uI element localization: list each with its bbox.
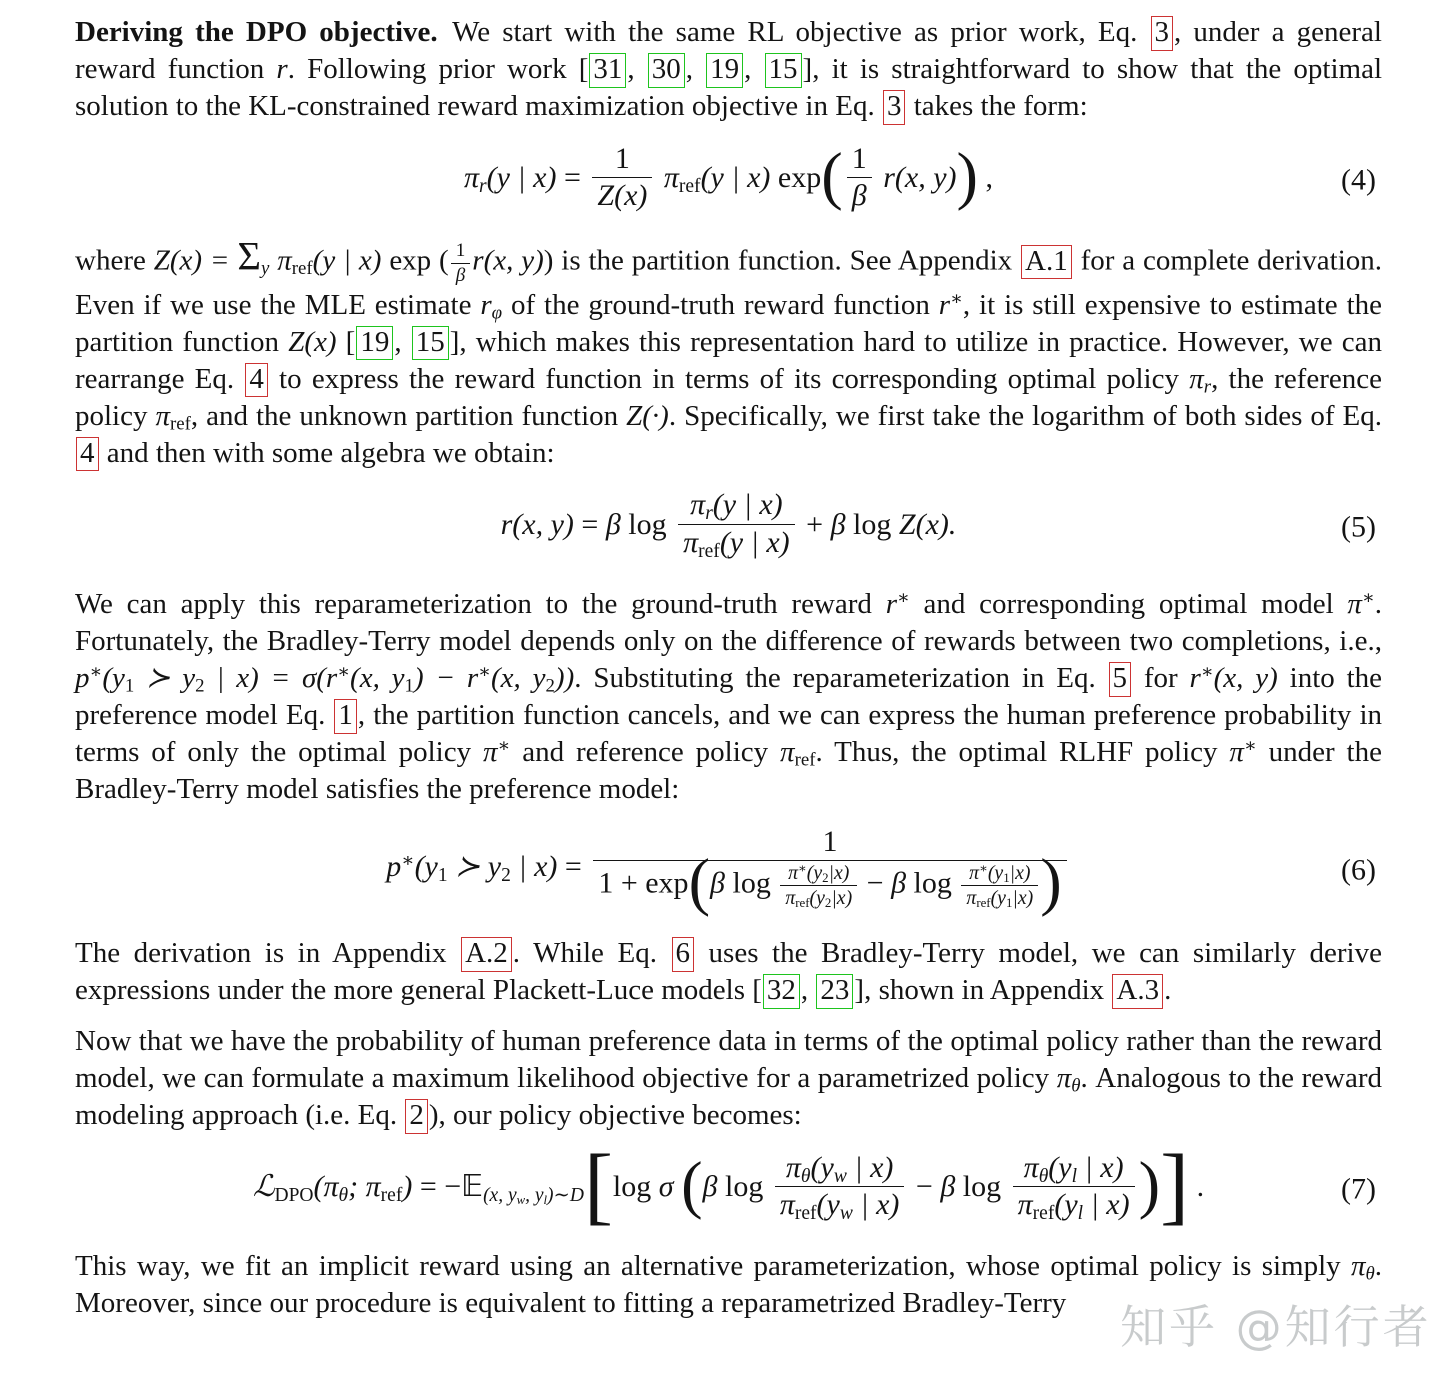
math-run: π xyxy=(969,862,980,885)
equation-number: (4) xyxy=(1341,163,1376,197)
superscript: ∗ xyxy=(1200,661,1214,683)
math-run: π xyxy=(656,160,679,194)
math-run: r(x, y) xyxy=(472,244,544,277)
math-operator: exp xyxy=(389,244,432,277)
math-run: (π xyxy=(313,1169,339,1203)
math-run: |x) xyxy=(1009,862,1031,885)
math-run: r xyxy=(1189,662,1201,695)
math-run: π xyxy=(683,526,699,560)
math-run: π xyxy=(779,1188,795,1222)
equation-4-optimal-policy xyxy=(75,140,1382,217)
math-run: | x) xyxy=(852,1188,900,1222)
math-run: (y xyxy=(809,887,825,910)
math-run: (x, y) xyxy=(1213,662,1278,695)
math-run: π xyxy=(1056,1061,1072,1094)
equation-number: (7) xyxy=(1341,1172,1376,1206)
math-run: |x) xyxy=(831,887,853,910)
subscript: ref xyxy=(795,896,810,911)
equation-ref-link[interactable]: 2 xyxy=(405,1099,428,1134)
math-run: θ xyxy=(1365,1263,1375,1285)
math-run: π xyxy=(1350,1250,1366,1283)
paragraph-partition-function: where $Z(x) = \Sigma_y$ $\pi_{ref}(y$ | x) exp ( $\frac{1}{\beta}$ r(x, y)) is the partition function. See Appendix A.1 for a complete derivation. Even if we use the MLE estimate $r_\varphi$ of the ground-truth reward function r∗, it is still expensive to estimate the partition function Z(x) [ 19 , 15 ], which makes this representation hard to utilize in practice. However, we can rearrange Eq. 4 to express the reward function in terms of its corresponding optimal policy $\pi_r$, the reference policy $\pi_{ref}$, and the unknown partition function Z(·). Specifically, we first take the logarithm of both sides of Eq. 4 and then with some algebra we obtain: xyxy=(75,239,1382,472)
equation-body: $\pi_r(y$ | x) = $\frac{1}{Z(x)}$ $\pi_{ref}(y$ | x) exp( $\frac{1}{\beta}$ r(x, y)) , xyxy=(464,161,993,194)
citation-link[interactable]: 31 xyxy=(589,53,626,88)
fraction xyxy=(678,487,795,561)
math-run: (y | x) xyxy=(719,526,790,560)
math-run: w xyxy=(833,1165,847,1187)
citation-link[interactable]: 19 xyxy=(356,326,393,361)
math-run: ≻ y xyxy=(134,662,196,695)
subscript: 1 xyxy=(1005,896,1013,911)
math-run: β xyxy=(605,507,629,541)
subscript: 2 xyxy=(501,865,511,887)
math-run: (y xyxy=(810,1150,834,1184)
math-run: (y xyxy=(414,850,438,884)
equation-ref-link[interactable]: A.1 xyxy=(1021,245,1072,280)
math-run: (x, y xyxy=(350,662,405,695)
math-run: (y xyxy=(990,887,1006,910)
numerator: 1 xyxy=(851,141,867,175)
math-run: π xyxy=(690,488,706,522)
fraction xyxy=(961,861,1038,910)
math-run: π xyxy=(463,160,480,194)
subscript xyxy=(517,1193,525,1207)
big-paren: ) xyxy=(1040,846,1062,918)
big-paren: ) xyxy=(1138,1149,1161,1221)
denominator xyxy=(592,177,652,215)
subscript: 1 xyxy=(404,675,414,697)
math-run: (y xyxy=(806,862,823,885)
math-operator: log xyxy=(962,1169,1009,1203)
paragraph-deriving-dpo-objective: Deriving the DPO objective. We start with the same RL objective as prior work, Eq. 3 , under a general reward function r. Following prior work [ 31 , 30 , 19 , 15 ], it is straightforward to show that the optimal solution to the KL-constrained reward maximization objective in Eq. 3 takes the form: xyxy=(75,14,1382,125)
math-run: (y xyxy=(816,1188,840,1222)
math-operator: log xyxy=(628,507,675,541)
numerator: 1 xyxy=(455,240,466,262)
math-run: π xyxy=(482,736,498,769)
denominator xyxy=(1013,1186,1135,1224)
zhihu-watermark: 知乎 @知行者 xyxy=(1120,1300,1432,1354)
math-run: )∼D xyxy=(547,1184,584,1206)
math-run: ) − r xyxy=(413,662,479,695)
subscript xyxy=(1204,377,1211,398)
big-paren: ) xyxy=(956,140,979,212)
subscript: 2 xyxy=(545,675,555,697)
paragraph-implicit-reward: This way, we fit an implicit reward using an alternative parameterization, whose optimal policy is simply $\pi_\theta$. Moreover, since our procedure is equivalent to fitting a reparametrized Bradley-Terry xyxy=(75,1250,1382,1320)
math-run: r xyxy=(705,503,713,525)
equation-ref-link[interactable]: 6 xyxy=(672,937,695,972)
math-run: r xyxy=(885,588,897,621)
math-run: | x) xyxy=(846,1150,894,1184)
paragraph-derivation-appendix: The derivation is in Appendix A.2 . While Eq. 6 uses the Bradley-Terry model, we can similarly derive expressions under the more general Plackett-Luce models [ 32 , 23 ], shown in Appendix A.3 . xyxy=(75,935,1382,1009)
numerator: 1 xyxy=(822,824,838,858)
math-run: ℒ xyxy=(252,1169,275,1203)
denominator xyxy=(451,263,471,287)
equation-body: $ℒ_{DPO}(\pi_\theta$; $\pi_{ref}$) = −𝔼$_{(x, y_w, y_l)\sim D}$[log σ (β log $\frac{\pi_\theta(y_w | x)}{\pi_{ref}(y_w | x)}$ − β log $\frac{\pi_\theta(y_l | x)}{\pi_{ref}(y_l | x)}$ )] . xyxy=(252,1135,1205,1233)
math-run: r xyxy=(276,53,288,85)
math-operator: log xyxy=(913,866,960,900)
equation-body: $p^∗(y_1$ ≻ $y_2$ | x) = 1 1 + exp(β log $\frac{\pi^∗(y_2|x)}{\pi_{ref}(y_2|x)}$ − β log $\frac{\pi^∗(y_1|x)}{\pi_{ref}(y_1|x)}$ ) xyxy=(386,850,1070,883)
subscript xyxy=(479,176,487,197)
math-run: (y | x) xyxy=(486,160,564,194)
superscript: ∗ xyxy=(89,661,103,683)
equation-body: r(x, y) = β log $\frac{\pi_r(y | x)}{\pi_{ref}(y | x)}$ + β log Z(x). xyxy=(500,488,957,562)
math-run: (y | x) xyxy=(712,488,783,522)
citation-link[interactable]: 23 xyxy=(816,974,853,1009)
denominator xyxy=(775,1186,905,1224)
math-operator: exp xyxy=(645,866,689,900)
math-run: (y xyxy=(102,662,125,695)
math-run: φ xyxy=(491,302,503,324)
math-run: w xyxy=(516,1192,526,1207)
math-run: ≻ y xyxy=(447,850,502,884)
fraction xyxy=(847,141,872,215)
math-run: θ xyxy=(800,1165,811,1187)
numerator: 1 xyxy=(614,141,630,175)
math-run: (y xyxy=(1048,1150,1072,1184)
math-run: (x, y xyxy=(490,662,546,695)
math-run: |x) xyxy=(828,862,850,885)
math-run: π xyxy=(785,1150,801,1184)
subscript xyxy=(483,1185,584,1206)
equation-number: (6) xyxy=(1341,852,1376,886)
citation-link[interactable]: 15 xyxy=(765,53,802,88)
equation-7-dpo-objective xyxy=(75,1135,1382,1233)
math-run: ; π xyxy=(348,1169,381,1203)
numerator xyxy=(961,861,1038,885)
math-run: π xyxy=(1347,588,1362,621)
subscript: ref xyxy=(698,540,720,562)
numerator xyxy=(780,861,857,885)
math-operator: log xyxy=(612,1169,659,1203)
subscript: ref xyxy=(976,896,991,911)
subscript: 2 xyxy=(195,675,205,697)
math-run: r xyxy=(479,175,487,197)
denominator xyxy=(678,524,795,562)
fraction xyxy=(592,141,652,215)
math-run: | x) xyxy=(1077,1150,1124,1184)
subscript: 1 xyxy=(437,865,448,887)
equation-ref-link[interactable]: A.2 xyxy=(461,937,512,972)
math-run: l xyxy=(1071,1165,1078,1187)
superscript: ∗ xyxy=(798,861,807,876)
math-run: | x) xyxy=(1083,1188,1130,1222)
citation-link[interactable]: 19 xyxy=(706,53,743,88)
equation-ref-link[interactable]: 4 xyxy=(245,363,268,398)
big-paren: ( xyxy=(821,140,843,212)
subscript: 1 xyxy=(1003,871,1010,886)
numerator xyxy=(1013,1150,1135,1187)
math-run: (y xyxy=(987,862,1004,885)
math-run: β xyxy=(940,1169,963,1203)
subscript: ref xyxy=(170,413,191,435)
equation-number: (5) xyxy=(1341,510,1376,544)
numerator xyxy=(678,487,795,524)
math-run: β xyxy=(710,866,733,900)
math-run: π xyxy=(966,887,977,910)
math-run: r xyxy=(1203,376,1212,398)
math-operator: log xyxy=(853,507,899,541)
math-run: w xyxy=(839,1203,853,1225)
citation-link[interactable]: 30 xyxy=(648,53,685,88)
superscript: ∗ xyxy=(478,661,491,683)
paragraph-mle-objective: Now that we have the probability of human preference data in terms of the optimal policy rather than the reward model, we can formulate a maximum likelihood objective for a parametrized policy $\pi_\theta$. Analogous to the reward modeling approach (i.e. Eq. 2 ), our policy objective becomes: xyxy=(75,1023,1382,1134)
equation-5-reward-reparam xyxy=(75,490,1382,564)
math-run: (y xyxy=(1054,1188,1078,1222)
equation-ref-link[interactable]: 4 xyxy=(76,437,99,472)
subscript: 1 xyxy=(124,675,135,697)
superscript: ∗ xyxy=(1361,587,1375,609)
equation-ref-link[interactable]: A.3 xyxy=(1112,974,1163,1009)
math-run: π xyxy=(780,736,795,769)
math-run: π xyxy=(788,862,799,885)
subscript: ref xyxy=(1032,1203,1055,1225)
denominator xyxy=(780,885,857,910)
big-paren: ( xyxy=(688,846,711,918)
expectation-symbol: 𝔼 xyxy=(461,1168,484,1204)
subscript xyxy=(1071,1076,1080,1097)
subscript: 2 xyxy=(822,871,829,886)
fraction xyxy=(775,1150,905,1224)
math-run: β xyxy=(702,1169,725,1203)
subscript: ref xyxy=(291,258,313,280)
math-operator: log xyxy=(732,866,779,900)
denominator: 1 + exp(β log $\frac{\pi^∗(y_2|x)}{\pi_{ref}(y_2|x)}$ − β log $\frac{\pi^∗(y_1|x)}{\pi_{ref}(y_1|x)}$ ) xyxy=(593,860,1066,910)
math-run: r(x, y) xyxy=(875,160,957,194)
math-run: π xyxy=(785,887,796,910)
paragraph-reparameterization: We can apply this reparameterization to the ground-truth reward r∗ and corresponding optimal model π∗. Fortunately, the Bradley-Terry model depends only on the difference of rewards between two completions, i.e., $p^∗(y_1$ ≻ $y_2$ | x) = σ(r∗(x, $y_1) - r^∗(x$, $y_2$)). Substituting the reparameterization in Eq. 5 for r∗(x, y) into the preference model Eq. 1 , the partition function cancels, and we can express the human preference probability in terms of only the optimal policy π∗ and reference policy $\pi_{ref}$. Thus, the optimal RLHF policy π∗ under the Bradley-Terry model satisfies the preference model: xyxy=(75,587,1383,806)
citation-link[interactable]: 32 xyxy=(763,974,800,1009)
fraction xyxy=(451,239,471,287)
big-bracket: ] xyxy=(1160,1135,1190,1233)
equation-ref-link[interactable]: 5 xyxy=(1109,662,1132,697)
math-run: r xyxy=(938,288,951,321)
denominator xyxy=(961,885,1038,910)
numerator xyxy=(775,1150,905,1187)
math-run: , y xyxy=(525,1184,544,1206)
section-lead: Deriving the DPO objective. xyxy=(75,16,438,48)
math-run: )) xyxy=(554,662,575,695)
math-run: θ xyxy=(1071,1075,1081,1097)
superscript: ∗ xyxy=(1243,735,1257,757)
math-run: π xyxy=(1229,736,1244,769)
superscript: ∗ xyxy=(896,587,910,609)
equation-ref-link[interactable]: 3 xyxy=(1151,16,1174,51)
fraction xyxy=(780,861,857,910)
math-run: p xyxy=(75,662,90,695)
math-run: β xyxy=(830,507,854,541)
math-run: β xyxy=(851,179,867,213)
subscript: ref xyxy=(794,1203,817,1225)
math-operator: log xyxy=(725,1169,771,1203)
math-run: π xyxy=(155,399,170,432)
math-run: (y | x) xyxy=(312,244,390,277)
fraction xyxy=(593,824,1066,918)
math-run: (x, y xyxy=(483,1184,517,1206)
math-run: |x) xyxy=(1012,887,1034,910)
equation-ref-link[interactable]: 3 xyxy=(883,90,906,125)
math-run: β xyxy=(455,264,466,286)
math-run: Z(x). xyxy=(898,507,957,541)
sum-operator: Σ xyxy=(237,233,261,279)
superscript: ∗ xyxy=(401,850,415,872)
subscript xyxy=(1365,1264,1374,1285)
subscript: ref xyxy=(380,1184,403,1206)
fraction xyxy=(1013,1150,1135,1224)
superscript: ∗ xyxy=(337,661,351,683)
math-run: Z(·) xyxy=(626,399,669,432)
math-run: π xyxy=(1017,1188,1033,1222)
math-run: σ xyxy=(658,1169,682,1203)
math-run: θ xyxy=(338,1184,349,1206)
math-operator: exp xyxy=(777,160,822,194)
math-run: π xyxy=(269,244,292,277)
math-run: θ xyxy=(1038,1165,1049,1187)
math-run: | x) xyxy=(510,850,565,884)
math-run: ) xyxy=(402,1169,420,1203)
denominator xyxy=(847,177,872,215)
superscript: ∗ xyxy=(497,735,511,757)
math-run: y xyxy=(260,258,270,280)
subscript: ref xyxy=(678,175,701,197)
subscript: ref xyxy=(794,749,816,771)
math-run: Z(x) xyxy=(288,325,337,358)
subscript xyxy=(339,1185,349,1206)
big-paren: ( xyxy=(681,1149,703,1221)
superscript: ∗ xyxy=(979,861,988,876)
math-run: l xyxy=(1077,1203,1084,1225)
big-bracket: [ xyxy=(583,1135,613,1233)
subscript: 2 xyxy=(824,896,832,911)
equation-6-preference-model xyxy=(75,824,1382,918)
math-run: r(x, y) xyxy=(500,507,582,541)
subscript xyxy=(1039,1165,1049,1186)
math-run: Z(x) = xyxy=(153,244,238,277)
subscript: DPO xyxy=(274,1184,314,1206)
equation-ref-link[interactable]: 1 xyxy=(334,699,357,734)
math-run: π xyxy=(1023,1150,1039,1184)
math-run: β xyxy=(891,866,914,900)
subscript xyxy=(834,1165,847,1186)
superscript: ∗ xyxy=(950,288,963,310)
citation-link[interactable]: 15 xyxy=(412,326,449,361)
math-run: l xyxy=(543,1192,548,1207)
subscript xyxy=(705,503,713,524)
math-run: π xyxy=(1189,362,1204,395)
subscript xyxy=(492,303,502,324)
math-run: Z(x) xyxy=(597,179,648,213)
subscript xyxy=(801,1165,811,1186)
math-run: (y | x) xyxy=(700,160,778,194)
subscript xyxy=(840,1203,853,1224)
math-run: r xyxy=(480,288,492,321)
math-run: | x) = σ(r xyxy=(204,662,338,695)
math-run: p xyxy=(386,850,402,884)
